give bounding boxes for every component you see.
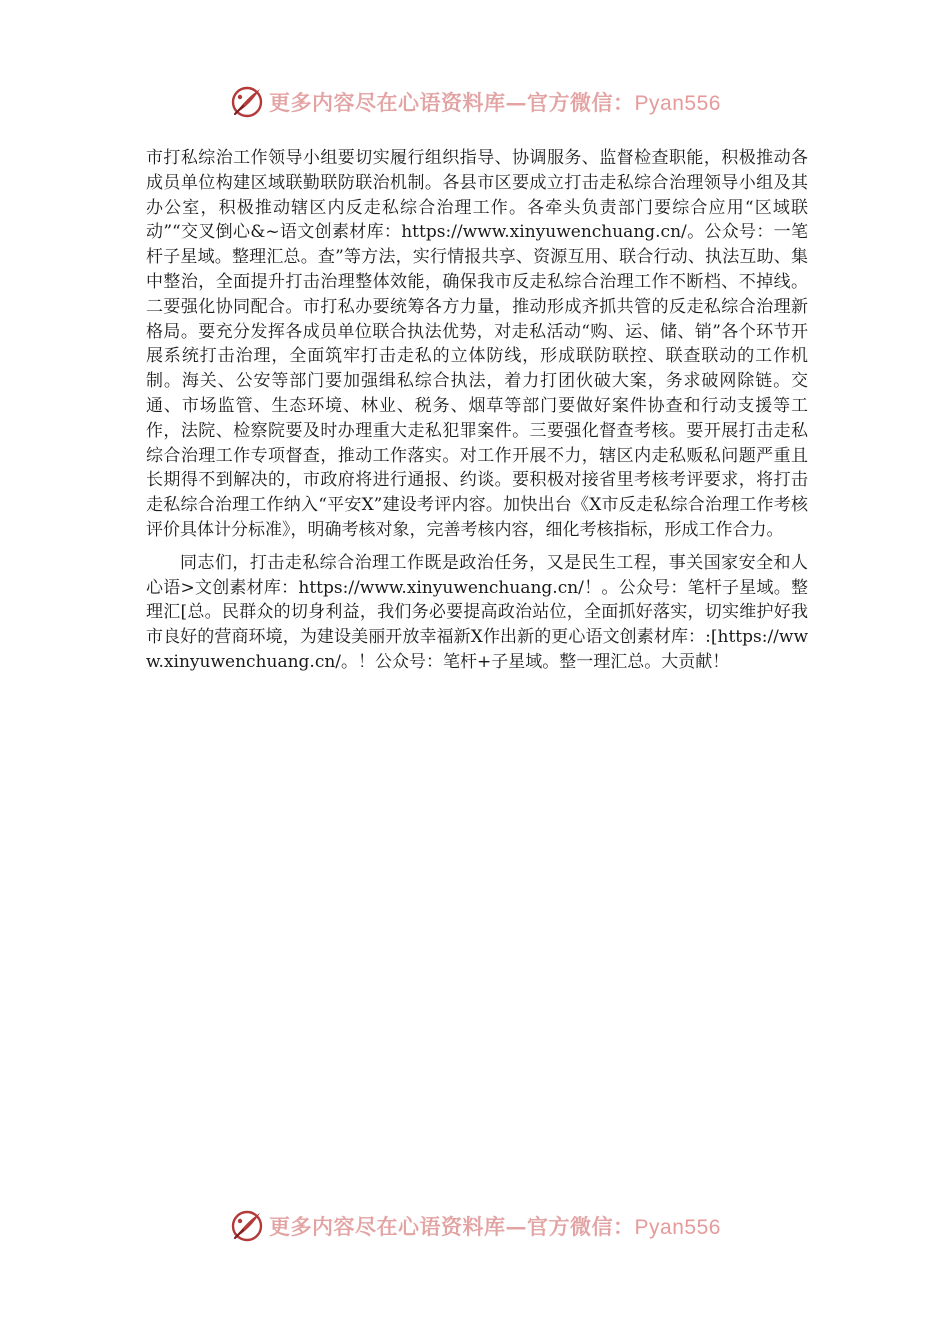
paragraph-1: 市打私综治工作领导小组要切实履行组织指导、协调服务、监督检查职能，积极推动各成员单位构建区域联勤联防联治机制。各县市区要成立打击走私综合治理领导小组及其办公室，积极推动辖区内反走私综合治理工作。各牵头负责部门要综合应用“区域联动”“交叉倒心&~语文创素材库：https://www.xinyuwenchuang.cn/。公众号：一笔杆子星域。整理汇总。查”等方法，实行情报共享、资源互用、联合行动、执法互助、集中整治，全面提升打击治理整体效能，确保我市反走私综合治理工作不断档、不掉线。二要强化协同配合。市打私办要统筹各方力量，推动形成齐抓共管的反走私综合治理新格局。要充分发挥各成员单位联合执法优势，对走私活动“购、运、储、销”各个环节开展系统打击治理，全面筑牢打击走私的立体防线，形成联防联控、联查联动的工作机制。海关、公安等部门要加强缉私综合执法，着力打团伙破大案，务求破网除链。交通、市场监管、生态环境、林业、税务、烟草等部门要做好案件协查和行动支援等工作，法院、检察院要及时办理重大走私犯罪案件。三要强化督查考核。要开展打击走私综合治理工作专项督查，推动工作落实。对工作开展不力，辖区内走私贩私问题严重且长期得不到解决的，市政府将进行通报、约谈。要积极对接省里考核考评要求，将打击走私综合治理工作纳入“平安X”建设考评内容。加快出台《X市反走私综合治理工作考核评价具体计分标准》，明确考核对象，完善考核内容，细化考核指标，形成工作合力。 [146, 148, 808, 540]
banner-main-text: 更多内容尽在心语资料库—官方微信： [269, 90, 635, 115]
footer-banner [0, 1208, 950, 1244]
banner-main-text: 更多内容尽在心语资料库—官方微信： [269, 1214, 635, 1239]
banner-wechat-id: Pyan556 [634, 92, 721, 115]
paragraph-2: 同志们，打击走私综合治理工作既是政治任务，又是民生工程，事关国家安全和人心语>文创素材库：https://www.xinyuwenchuang.cn/！。公众号：笔杆子星域。整理汇[总。民群众的切身利益，我们务必要提高政治站位，全面抓好落实，切实维护好我市良好的营商环境，为建设美丽开放幸福新X作出新的更心语文创素材库：:[https://www.xinyuwenchuang.cn/。！公众号：笔杆+子星域。整一理汇总。大贡献！ [146, 552, 808, 672]
banner-wechat-id: Pyan556 [634, 1216, 721, 1239]
banner-text [269, 87, 721, 117]
header-banner [0, 84, 950, 120]
banner-text [269, 1211, 721, 1241]
quill-logo-icon [229, 84, 265, 120]
document-body [146, 146, 808, 683]
quill-logo-icon [229, 1208, 265, 1244]
